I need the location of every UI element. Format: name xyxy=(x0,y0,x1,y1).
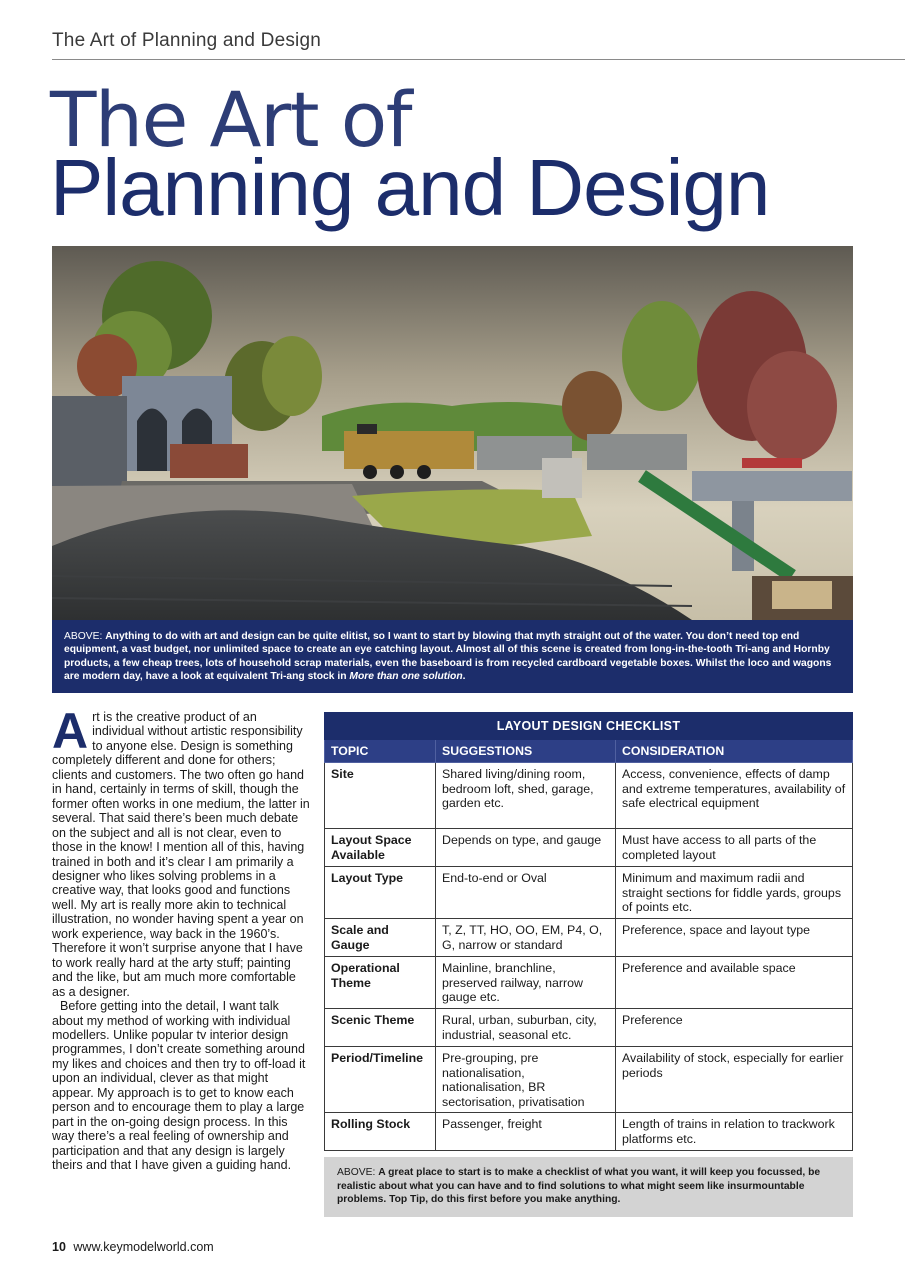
row-topic: Rolling Stock xyxy=(325,1113,436,1151)
photo-caption-end: . xyxy=(462,671,466,683)
table-row xyxy=(325,1009,853,1047)
row-consideration: Availability of stock, especially for earlier periods xyxy=(616,1047,853,1113)
row-suggestions: Shared living/dining room, bedroom loft, shed, garage, garden etc. xyxy=(436,763,616,829)
checklist-table-panel xyxy=(324,712,853,1217)
table-row xyxy=(325,919,853,957)
table-row xyxy=(325,763,853,829)
running-head: The Art of Planning and Design xyxy=(52,30,322,51)
model-railway-illustration xyxy=(52,246,853,620)
row-suggestions: Passenger, freight xyxy=(436,1113,616,1151)
table-row xyxy=(325,867,853,919)
drop-cap: A xyxy=(52,703,89,759)
row-consideration: Minimum and maximum radii and straight sections for fiddle yards, groups of points etc. xyxy=(616,867,853,919)
row-consideration: Must have access to all parts of the completed layout xyxy=(616,829,853,867)
body-text-column xyxy=(52,703,310,1173)
row-topic: Scenic Theme xyxy=(325,1009,436,1047)
row-topic: Layout Type xyxy=(325,867,436,919)
body-paragraph-2: Before getting into the detail, I want talk about my method of working with individual modellers. Unlike popular tv interior design programmes, I don’t create something around my likes and choices and then try to off-load it upon an individual, clever as that might appear. My approach is to get to know each person and to encourage them to play a large part in the on-going design process. In this way there’s a real feeling of ownership and participation and that any design is largely theirs and that I have given a guiding hand. xyxy=(52,999,306,1173)
photo-caption-label: ABOVE: xyxy=(64,631,103,642)
body-paragraph-1 xyxy=(52,703,310,999)
row-consideration: Access, convenience, effects of damp and extreme temperatures, availability of safe electrical equipment xyxy=(616,763,853,829)
row-topic: Scale and Gauge xyxy=(325,919,436,957)
table-title: LAYOUT DESIGN CHECKLIST xyxy=(325,713,853,740)
table-caption xyxy=(324,1157,853,1217)
column-header-suggestions: SUGGESTIONS xyxy=(436,740,616,763)
row-suggestions: Depends on type, and gauge xyxy=(436,829,616,867)
page-number: 10 xyxy=(52,1240,66,1254)
footer-url: www.keymodelworld.com xyxy=(73,1240,214,1254)
row-topic: Layout Space Available xyxy=(325,829,436,867)
row-suggestions: Pre-grouping, pre nationalisation, nationalisation, BR sectorisation, privatisation xyxy=(436,1047,616,1113)
row-consideration: Preference, space and layout type xyxy=(616,919,853,957)
page-footer xyxy=(52,1240,214,1254)
table-caption-text: A great place to start is to make a checklist of what you want, it will keep you focussed, be realistic about what you can have and to find solutions to what might seem like insurmountable problems. Top Tip, do this first before you make anything. xyxy=(337,1167,821,1205)
row-suggestions: Rural, urban, suburban, city, industrial, seasonal etc. xyxy=(436,1009,616,1047)
row-consideration: Length of trains in relation to trackwork platforms etc. xyxy=(616,1113,853,1151)
table-row xyxy=(325,1047,853,1113)
row-topic: Site xyxy=(325,763,436,829)
table-row xyxy=(325,829,853,867)
layout-checklist-table xyxy=(324,712,853,1151)
column-header-consideration: CONSIDERATION xyxy=(616,740,853,763)
table-row xyxy=(325,1113,853,1151)
header-divider xyxy=(52,59,905,60)
body-paragraph-1-text: rt is the creative product of an individual without artistic responsibility to anyone else. Design is something completely different and done for others; clients and customers. The two often go hand in hand, certainly in terms of skill, though the former often works in one medium, the latter in several. That said there’s been much debate on the subject and all is not clear, even to those in the know! I mention all of this, having trained in both and it’s clear I am primarily a designer who likes solving problems in a creative way, that looks good and functions well. My art is really more akin to technical illustration, no wonder having spent a year on work experience, way back in the 1960’s. Therefore it won’t surprise anyone that I have to work really hard at the arty stuff; painting and the like, but am much more comfortable as a designer. xyxy=(52,710,310,999)
photo-caption-text: Anything to do with art and design can be quite elitist, so I want to start by blowing that myth straight out of the water. You don’t need top end equipment, a vast budget, nor unlimited space to create an eye catching layout. Almost all of this scene is created from long-in-the-tooth Tri-ang and Hornby products, a few cheap trees, lots of household scrap materials, even the baseboard is from recycled cardboard vegetable boxes. Whilst the loco and wagons are modern day, have a look at equivalent Tri-ang stock in xyxy=(64,631,832,683)
row-suggestions: T, Z, TT, HO, OO, EM, P4, O, G, narrow or standard xyxy=(436,919,616,957)
photo-caption-italic: More than one solution xyxy=(349,671,463,683)
table-caption-label: ABOVE: xyxy=(337,1167,376,1179)
row-consideration: Preference xyxy=(616,1009,853,1047)
title-line1-text: The Art of xyxy=(50,75,411,164)
column-header-topic: TOPIC xyxy=(325,740,436,763)
photo-caption xyxy=(52,620,853,693)
hero-photo xyxy=(52,246,853,620)
row-topic: Period/Timeline xyxy=(325,1047,436,1113)
row-consideration: Preference and available space xyxy=(616,957,853,1009)
table-row xyxy=(325,957,853,1009)
page-title-line2: Planning and Design xyxy=(50,143,770,232)
row-topic: Operational Theme xyxy=(325,957,436,1009)
row-suggestions: Mainline, branchline, preserved railway, narrow gauge etc. xyxy=(436,957,616,1009)
row-suggestions: End-to-end or Oval xyxy=(436,867,616,919)
